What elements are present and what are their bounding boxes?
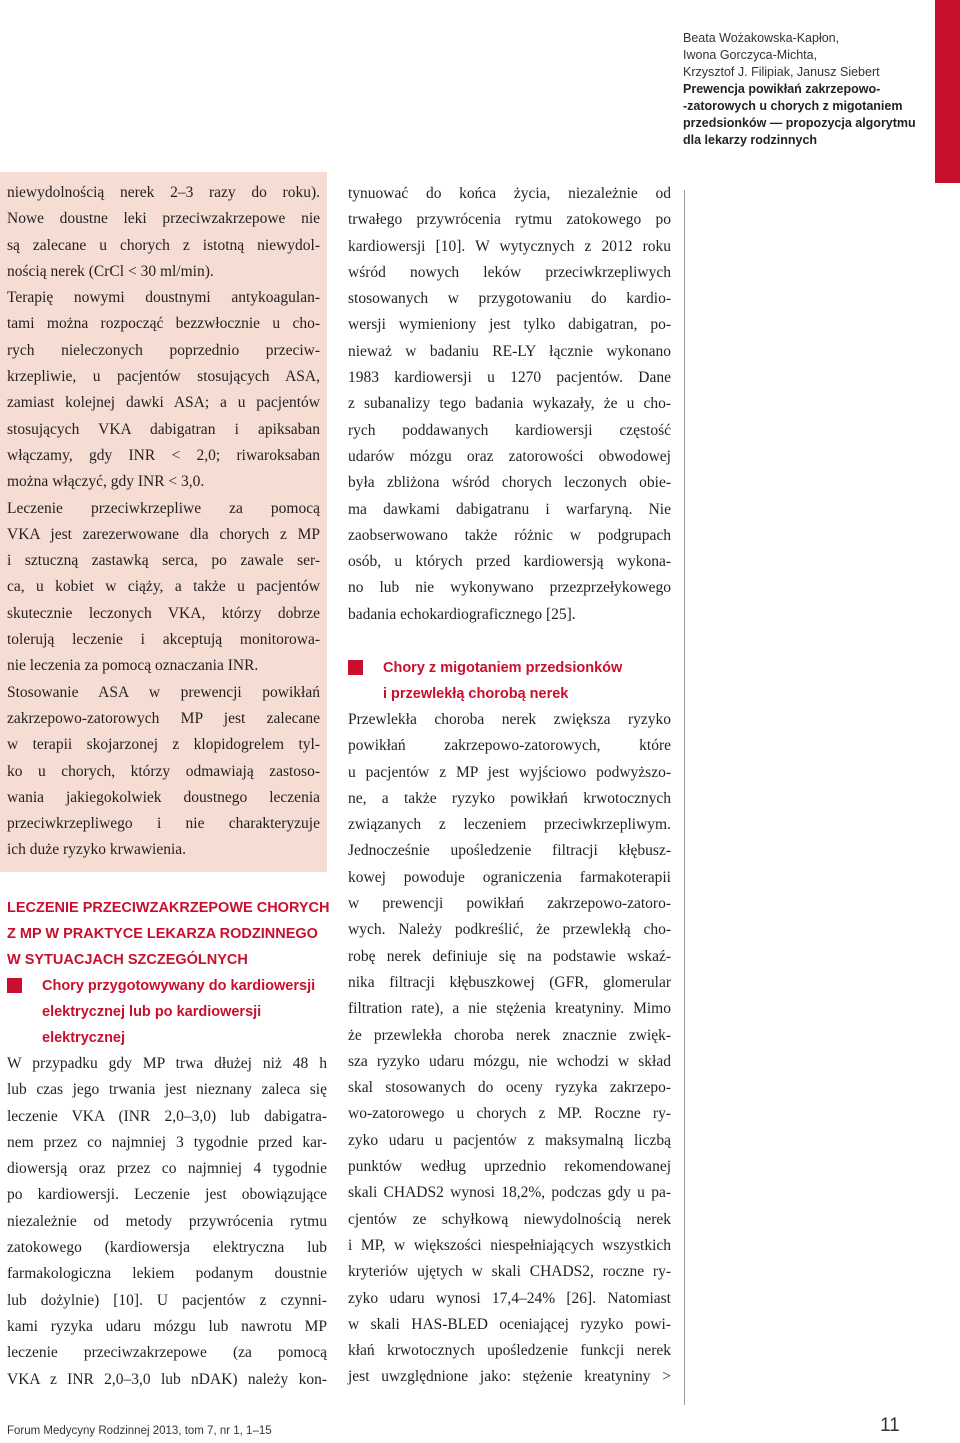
subsection-heading-line: elektrycznej	[42, 1030, 126, 1046]
section-heading-line: W SYTUACJACH SZCZEGÓLNYCH	[7, 952, 248, 968]
body-line: po kardiowersji. Leczenie jest obowiązujące	[7, 1186, 327, 1204]
header-author-line: Krzysztof J. Filipiak, Janusz Siebert	[683, 65, 880, 79]
body-line: jest uwzględnione jako: stężenie kreatyniny >	[348, 1368, 671, 1386]
body-line: powikłań zakrzepowo-zatorowych, które	[348, 737, 671, 755]
page-number: 11	[880, 1415, 900, 1436]
body-line: wersji wymieniony jest tylko dabigatran, po-	[348, 316, 671, 334]
box-line: rych nieleczonych poprzednio przeciw-	[7, 341, 320, 359]
box-line: nością nerek (CrCl < 30 ml/min).	[7, 262, 214, 280]
body-line: kłań krwotocznych upośledzenie funkcji nerek	[348, 1342, 671, 1360]
section-heading-line: Z MP W PRAKTYCE LEKARZA RODZINNEGO	[7, 926, 318, 942]
body-line: leczenie przeciwzakrzepowe (za pomocą	[7, 1344, 327, 1362]
footer-journal-citation: Forum Medycyny Rodzinnej 2013, tom 7, nr 1, 1–15	[7, 1425, 272, 1437]
body-line: kowej powoduje ograniczenia farmakoterapii	[348, 868, 671, 886]
subsection-heading-line: Chory przygotowywany do kardiowersji	[42, 978, 316, 994]
subsection-heading	[7, 973, 327, 1051]
red-square-marker-icon	[7, 978, 22, 993]
subsection-heading-line: elektrycznej lub po kardiowersji	[42, 1004, 262, 1020]
body-line: leczenie VKA (INR 2,0–3,0) lub dabigatra-	[7, 1107, 327, 1125]
body-line: zyko udaru wynosi 17,4–24% [26]. Natomiast	[348, 1289, 671, 1307]
box-line: nie leczenia za pomocą oznaczania INR.	[7, 657, 259, 675]
body-line: wo-zatorowego u chorych z MP. Roczne ry-	[348, 1105, 671, 1123]
body-line: diowersją oraz przez co najmniej 4 tygodnie	[7, 1160, 327, 1178]
box-line: Stosowanie ASA w prewencji powikłań	[7, 683, 320, 701]
left-section	[7, 895, 330, 1393]
subsection-heading-line: i przewlekłą chorobą nerek	[383, 686, 569, 702]
box-line: włączamy, gdy INR < 2,0; riwaroksaban	[7, 446, 320, 464]
body-line: skali CHADS2 wynosi 18,2%, podczas gdy u pa-	[348, 1184, 671, 1202]
running-header	[683, 30, 933, 149]
body-line: 1983 kardiowersji u 1270 pacjentów. Dane	[348, 369, 671, 387]
body-line: badania echokardiograficznego [25].	[348, 605, 576, 623]
body-line: nieważ w badaniu RE-LY łącznie wykonano	[348, 342, 671, 360]
body-line: w prewencji powikłań zakrzepowo-zatoro-	[348, 895, 671, 913]
section-heading-line: LECZENIE PRZECIWZAKRZEPOWE CHORYCH	[7, 900, 330, 916]
header-title-line: Prewencja powikłań zakrzepowo-	[683, 82, 881, 96]
body-line: lub czas jego trwania jest nieznany zaleca się	[7, 1081, 327, 1099]
right-column-section	[348, 655, 671, 1391]
body-line: no lub nie wykonywano przezprzełykowego	[348, 579, 671, 597]
body-line: W przypadku gdy MP trwa dłużej niż 48 h	[7, 1055, 327, 1072]
box-line: tolerują leczenie i akceptują monitorowa-	[7, 631, 320, 649]
box-line: ca, u kobiet w ciąży, a także u pacjentów	[7, 578, 320, 596]
subsection-heading	[348, 655, 671, 707]
box-line: skutecznie leczonych VKA, którzy dobrze	[7, 604, 320, 622]
body-line: punktów według uprzednio rekomendowanej	[348, 1158, 671, 1176]
box-line: przeciwkrzepliwego i nie charakteryzuje	[7, 815, 320, 833]
header-article-title	[683, 81, 933, 149]
header-author-line: Beata Wożakowska-Kapłon,	[683, 31, 840, 45]
body-line: nika filtracji kłębuszkowej (GFR, glomerular	[348, 973, 671, 991]
box-line: są zalecane u chorych z istotną niewydol-	[7, 236, 320, 254]
body-line: osób, u których przed kardiowersją wykona-	[348, 553, 671, 571]
header-title-line: -zatorowych u chorych z migotaniem	[683, 99, 903, 113]
body-line: filtration rate), a nie stężenia kreatyniny. Mimo	[348, 1000, 671, 1018]
red-square-marker-icon	[348, 660, 363, 675]
box-line: i sztuczną zastawką serca, po zawale ser-	[7, 552, 320, 570]
body-line: udarów mózgu oraz zatorowości obwodowej	[348, 447, 671, 465]
body-line: Przewlekła choroba nerek zwiększa ryzyko	[348, 711, 671, 728]
body-line: w skali HAS-BLED oceniającej ryzyko powi-	[348, 1315, 671, 1333]
box-line: Terapię nowymi doustnymi antykoagulan-	[7, 289, 320, 307]
body-line: sza ryzyko udaru mózgu, nie wchodzi w skład	[348, 1052, 671, 1070]
box-line: wania jakiegokolwiek doustnego leczenia	[7, 788, 320, 806]
box-line: tami można rozpocząć bezzwłocznie u cho-	[7, 315, 320, 333]
subsection-heading-line: Chory z migotaniem przedsionków	[383, 660, 623, 676]
body-line: z subanalizy tego badania wykazały, że u cho-	[348, 395, 671, 413]
box-line: zamiast kolejnej dawki ASA; a u pacjentów	[7, 394, 320, 412]
body-line: kryteriów ujętych w skali CHADS2, roczne ry-	[348, 1263, 671, 1281]
body-line: zyko udaru u pacjentów z maksymalną liczbą	[348, 1131, 671, 1149]
body-line: VKA z INR 2,0–3,0 lub nDAK) należy kon-	[7, 1370, 327, 1388]
body-line: że przewlekła choroba nerek znacznie zwięk-	[348, 1026, 671, 1044]
box-line: w terapii skojarzonej z klopidogrelem tyl-	[7, 736, 320, 754]
body-line: robę nerek definiuje się na podstawie wskaź-	[348, 947, 671, 965]
red-corner-bar	[935, 0, 960, 183]
body-line: stosowanych w przygotowaniu do kardio-	[348, 290, 671, 308]
box-line: niewydolnością nerek 2–3 razy do roku).	[7, 184, 320, 201]
header-authors	[683, 30, 933, 81]
column-divider	[684, 190, 685, 1405]
body-line: rych poddawanych kardiowersji częstość	[348, 421, 671, 439]
body-line: związanych z leczeniem przeciwkrzepliwym.	[348, 816, 671, 834]
body-line: cjentów ze schyłkową niewydolnością nerek	[348, 1210, 671, 1228]
header-author-line: Iwona Gorczyca-Michta,	[683, 48, 818, 62]
body-line: tynuować do końca życia, niezależnie od	[348, 185, 671, 202]
body-line: kami ryzyka udaru mózgu lub nawrotu MP	[7, 1317, 327, 1335]
body-line: kardiowersji [10]. W wytycznych z 2012 roku	[348, 237, 671, 255]
header-title-line: dla lekarzy rodzinnych	[683, 133, 818, 147]
body-line: niezależnie od metody przywrócenia rytmu	[7, 1212, 327, 1230]
box-line: można włączyć, gdy INR < 3,0.	[7, 473, 205, 491]
body-line: ne, a także ryzyko powikłań krwotocznych	[348, 789, 671, 807]
box-line: Leczenie przeciwkrzepliwe za pomocą	[7, 499, 320, 517]
box-line: krzepliwie, u pacjentów stosujących ASA,	[7, 368, 320, 386]
body-line: nem przez co najmniej 3 tygodnie przed kar-	[7, 1133, 327, 1151]
body-line: farmakologiczna lekiem podanym doustnie	[7, 1265, 327, 1283]
box-line: zakrzepowo-zatorowych MP jest zalecane	[7, 709, 320, 727]
box-line: stosujących VKA dabigatran i apiksaban	[7, 420, 320, 438]
body-line: lub dożylnie) [10]. U pacjentów z czynni-	[7, 1291, 327, 1309]
box-line: VKA jest zarezerwowane dla chorych z MP	[7, 525, 320, 543]
header-title-line: przedsionków — propozycja algorytmu	[683, 116, 916, 130]
body-line: Jednocześnie upośledzenie filtracji kłębusz-	[348, 842, 671, 860]
body-line: i MP, w większości niespełniających wszystkich	[348, 1236, 671, 1254]
body-line: wśród nowych leków przeciwkrzepliwych	[348, 263, 671, 281]
body-line: skal stosowanych do oceny ryzyka zakrzepo-	[348, 1079, 671, 1097]
body-line: trwałego przywrócenia rytmu zatokowego po	[348, 211, 671, 229]
body-line: u pacjentów z MP jest wyjściowo podwyższo-	[348, 763, 671, 781]
body-line: ma dawkami dabigatranu i warfaryną. Nie	[348, 500, 671, 518]
box-line: ich duże ryzyko krwawienia.	[7, 841, 187, 859]
body-line: zaobserwowano także różnic w podgrupach	[348, 526, 671, 544]
body-line: zatokowego (kardiowersja elektryczna lub	[7, 1239, 327, 1257]
box-line: ko u chorych, którzy odmawiają zastoso-	[7, 762, 320, 780]
right-column	[348, 181, 671, 628]
body-line: wych. Należy podkreślić, że przewlekłą cho-	[348, 921, 671, 939]
body-line: była zbliżona wśród chorych leczonych obie-	[348, 474, 671, 492]
box-line: Nowe doustne leki przeciwzakrzepowe nie	[7, 210, 320, 228]
highlight-box-text	[7, 180, 320, 864]
